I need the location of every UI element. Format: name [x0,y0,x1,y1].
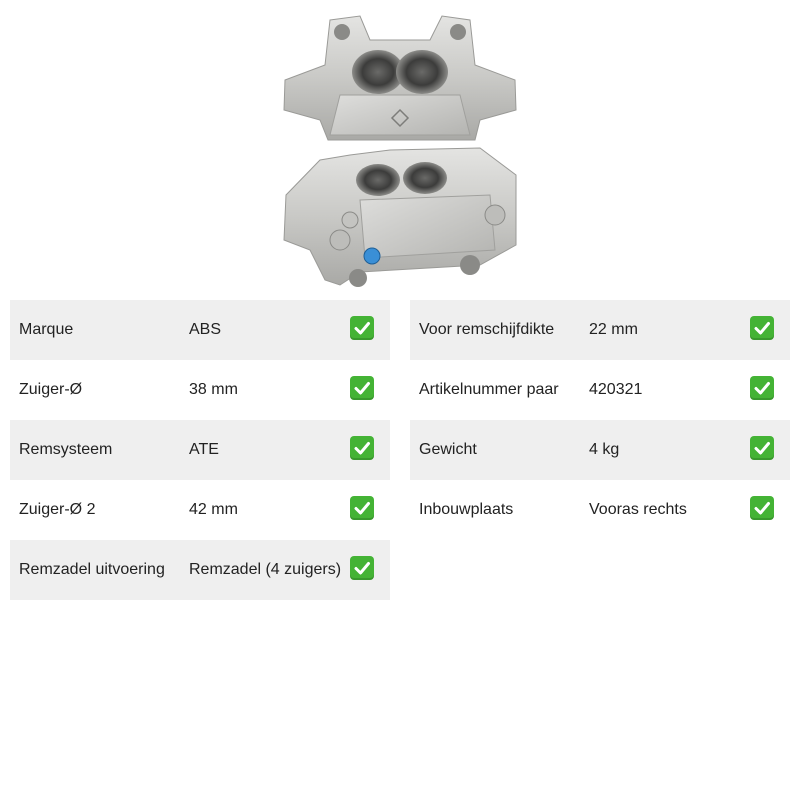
check-mark-icon [350,496,374,520]
spec-row [410,300,790,360]
check-mark-icon [750,436,774,460]
spec-row [10,480,390,540]
spec-label: Remzadel uitvoering [19,561,165,578]
spec-label: Zuiger-Ø [19,381,83,398]
spec-row [410,420,790,480]
spec-label: Marque [19,321,74,338]
spec-label: Remsysteem [19,441,113,458]
product-image [280,10,520,290]
spec-value: 42 mm [189,501,238,518]
check-mark-icon [350,316,374,340]
check-mark-icon [750,316,774,340]
spec-row [410,360,790,420]
spec-row [10,300,390,360]
check-mark-icon [750,496,774,520]
spec-value: Vooras rechts [589,501,687,518]
spec-value: 38 mm [189,381,238,398]
spec-row [10,540,390,600]
check-mark-icon [350,436,374,460]
spec-value: Remzadel (4 zuigers) [189,561,342,578]
spec-value: 4 kg [589,441,620,458]
spec-label: Zuiger-Ø 2 [19,501,96,518]
upper-caliper [284,16,516,140]
spec-value: ABS [189,321,222,338]
spec-table-left [10,300,390,600]
spec-value: ATE [189,441,219,458]
spec-row [410,480,790,540]
spec-row [10,420,390,480]
spec-value: 420321 [589,381,643,398]
spec-label: Inbouwplaats [419,501,514,518]
spec-table-right [410,300,790,540]
lower-caliper [284,148,516,287]
spec-label: Artikelnummer paar [419,381,559,398]
spec-label: Gewicht [419,441,477,458]
brake-caliper-pair-image [280,10,520,290]
spec-label: Voor remschijfdikte [419,321,555,338]
spec-value: 22 mm [589,321,638,338]
spec-row [10,360,390,420]
check-mark-icon [350,556,374,580]
check-mark-icon [750,376,774,400]
check-mark-icon [350,376,374,400]
